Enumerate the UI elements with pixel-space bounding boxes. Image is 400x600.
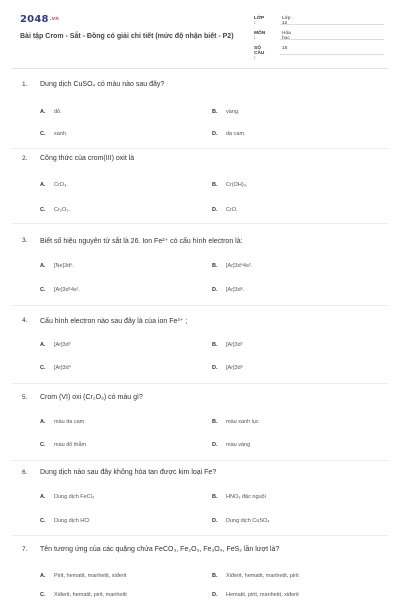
option-b[interactable] — [212, 494, 266, 500]
option-c[interactable] — [40, 287, 80, 293]
option-text: [Ar]3d⁶. — [226, 287, 245, 293]
option-label: A. — [40, 263, 46, 269]
document-title: Bài tập Crom - Sắt - Đồng có giải chi tiết (mức độ nhận biết - P2) — [20, 33, 234, 40]
site-logo[interactable] — [20, 14, 59, 25]
option-text: Xiđerit, hematit, manhetit, pirit — [226, 573, 299, 579]
option-label: B. — [212, 342, 218, 348]
option-label: C. — [40, 442, 46, 448]
option-c[interactable] — [40, 518, 89, 524]
question-divider — [12, 148, 388, 149]
option-text: Cr(OH)₃. — [226, 182, 248, 188]
meta-subject-value: Hóa học — [282, 31, 291, 41]
option-label: A. — [40, 182, 46, 188]
option-d[interactable] — [212, 131, 246, 137]
option-text: [Ar]3d⁵4s¹. — [54, 287, 81, 293]
question-text: Biết số hiệu nguyên tử sắt là 26. Ion Fe²⁺ có cấu hình electron là: — [40, 238, 243, 245]
option-a[interactable] — [40, 342, 71, 348]
option-a[interactable] — [40, 182, 68, 188]
option-c[interactable] — [40, 442, 86, 448]
option-d[interactable] — [212, 365, 243, 371]
option-d[interactable] — [212, 592, 299, 598]
question-text: Tên tương ứng của các quặng chứa FeCO₃, Fe₂O₃, Fe₃O₄, FeS₂ lần lượt là? — [40, 546, 280, 553]
option-label: A. — [40, 494, 46, 500]
option-b[interactable] — [212, 263, 252, 269]
meta-count-line — [280, 54, 384, 55]
meta-count-key: SỐ CÂU : — [254, 46, 265, 61]
option-label: A. — [40, 342, 46, 348]
question-divider — [12, 383, 388, 384]
option-label: C. — [40, 365, 46, 371]
option-label: C. — [40, 518, 46, 524]
option-text: [Ar]3d⁴4s². — [226, 263, 253, 269]
option-text: [Ne]3d⁶. — [54, 263, 74, 269]
option-label: A. — [40, 419, 46, 425]
option-b[interactable] — [212, 342, 243, 348]
question-number: 5. — [22, 394, 28, 401]
question-text: Dung dịch CuSO₄ có màu nào sau đây? — [40, 81, 165, 88]
logo-suffix: .vn — [49, 16, 59, 22]
option-a[interactable] — [40, 419, 84, 425]
option-text: da cam. — [226, 131, 246, 137]
meta-subject-line — [280, 39, 384, 40]
option-b[interactable] — [212, 182, 247, 188]
option-c[interactable] — [40, 131, 67, 137]
question-text: Công thức của crom(III) oxit là — [40, 155, 135, 162]
option-text: Dung dịch FeCl₃ — [54, 494, 95, 500]
option-label: C. — [40, 592, 46, 598]
option-text: vàng. — [226, 109, 240, 115]
option-a[interactable] — [40, 263, 74, 269]
option-label: D. — [212, 518, 218, 524]
option-b[interactable] — [212, 573, 299, 579]
option-d[interactable] — [212, 287, 244, 293]
question-number: 1. — [22, 81, 28, 88]
option-label: B. — [212, 182, 218, 188]
option-text: màu đỏ thẫm — [54, 442, 87, 448]
option-text: [Ar]3d⁴ — [54, 365, 72, 371]
question-divider — [12, 305, 388, 306]
question-number: 4. — [22, 317, 28, 324]
option-d[interactable] — [212, 442, 250, 448]
option-label: A. — [40, 109, 46, 115]
question-number: 3. — [22, 237, 28, 244]
option-text: [Ar]3d⁶ — [226, 365, 243, 371]
document-header — [16, 12, 386, 64]
option-text: màu da cam — [54, 419, 85, 425]
option-text: Dung dịch CuSO₄ — [226, 518, 270, 524]
question-divider — [12, 460, 388, 461]
logo-text: 2048 — [20, 14, 49, 25]
header-divider — [12, 68, 388, 69]
meta-class-key: LỚP : — [254, 16, 265, 26]
option-text: [Ar]3d⁵ — [226, 342, 243, 348]
option-label: D. — [212, 365, 218, 371]
option-a[interactable] — [40, 573, 126, 579]
option-c[interactable] — [40, 592, 127, 598]
option-label: D. — [212, 287, 218, 293]
meta-count-value: 15 — [282, 46, 288, 51]
option-text: Cr₂O₃. — [54, 207, 70, 213]
option-c[interactable] — [40, 365, 71, 371]
option-text: màu vàng — [226, 442, 251, 448]
option-d[interactable] — [212, 518, 270, 524]
option-d[interactable] — [212, 207, 238, 213]
option-text: màu xanh lục — [226, 419, 259, 425]
question-divider — [12, 223, 388, 224]
question-divider — [12, 535, 388, 536]
meta-class-line — [280, 24, 384, 25]
option-label: B. — [212, 263, 218, 269]
meta-class-value: Lớp 12 — [282, 16, 291, 26]
option-text: Pirit, hematit, manhetit, xiđerit — [54, 573, 127, 579]
option-label: B. — [212, 494, 218, 500]
option-label: D. — [212, 131, 218, 137]
option-label: C. — [40, 287, 46, 293]
option-text: [Ar]3d³ — [54, 342, 71, 348]
option-c[interactable] — [40, 207, 70, 213]
option-a[interactable] — [40, 109, 62, 115]
option-text: Xiđerit, hematit, pirit, manhetit — [54, 592, 127, 598]
question-number: 2. — [22, 155, 28, 162]
option-label: D. — [212, 207, 218, 213]
option-text: Hematit, pirit, manhetit, xiđerit — [226, 592, 299, 598]
option-text: HNO₃ đặc nguội — [226, 494, 266, 500]
question-text: Dung dịch nào sau đây không hòa tan được kim loại Fe? — [40, 469, 217, 476]
question-number: 7. — [22, 546, 28, 553]
option-label: D. — [212, 442, 218, 448]
option-label: C. — [40, 207, 46, 213]
option-b[interactable] — [212, 109, 239, 115]
option-text: Dung dịch HCl — [54, 518, 90, 524]
option-a[interactable] — [40, 494, 94, 500]
option-text: CrO. — [226, 207, 238, 213]
question-number: 6. — [22, 469, 28, 476]
option-label: D. — [212, 592, 218, 598]
meta-subject-key: MÔN : — [254, 31, 266, 41]
option-b[interactable] — [212, 419, 259, 425]
option-label: B. — [212, 573, 218, 579]
option-label: B. — [212, 419, 218, 425]
option-label: C. — [40, 131, 46, 137]
option-text: xanh. — [54, 131, 68, 137]
option-label: B. — [212, 109, 218, 115]
option-label: A. — [40, 573, 46, 579]
option-text: đỏ. — [54, 109, 62, 115]
question-text: Crom (VI) oxi (Cr₂O₃) có màu gì? — [40, 394, 143, 401]
question-text: Cấu hình electron nào sau đây là của ion Fe³⁺ ; — [40, 318, 188, 325]
option-text: CrO₃. — [54, 182, 68, 188]
